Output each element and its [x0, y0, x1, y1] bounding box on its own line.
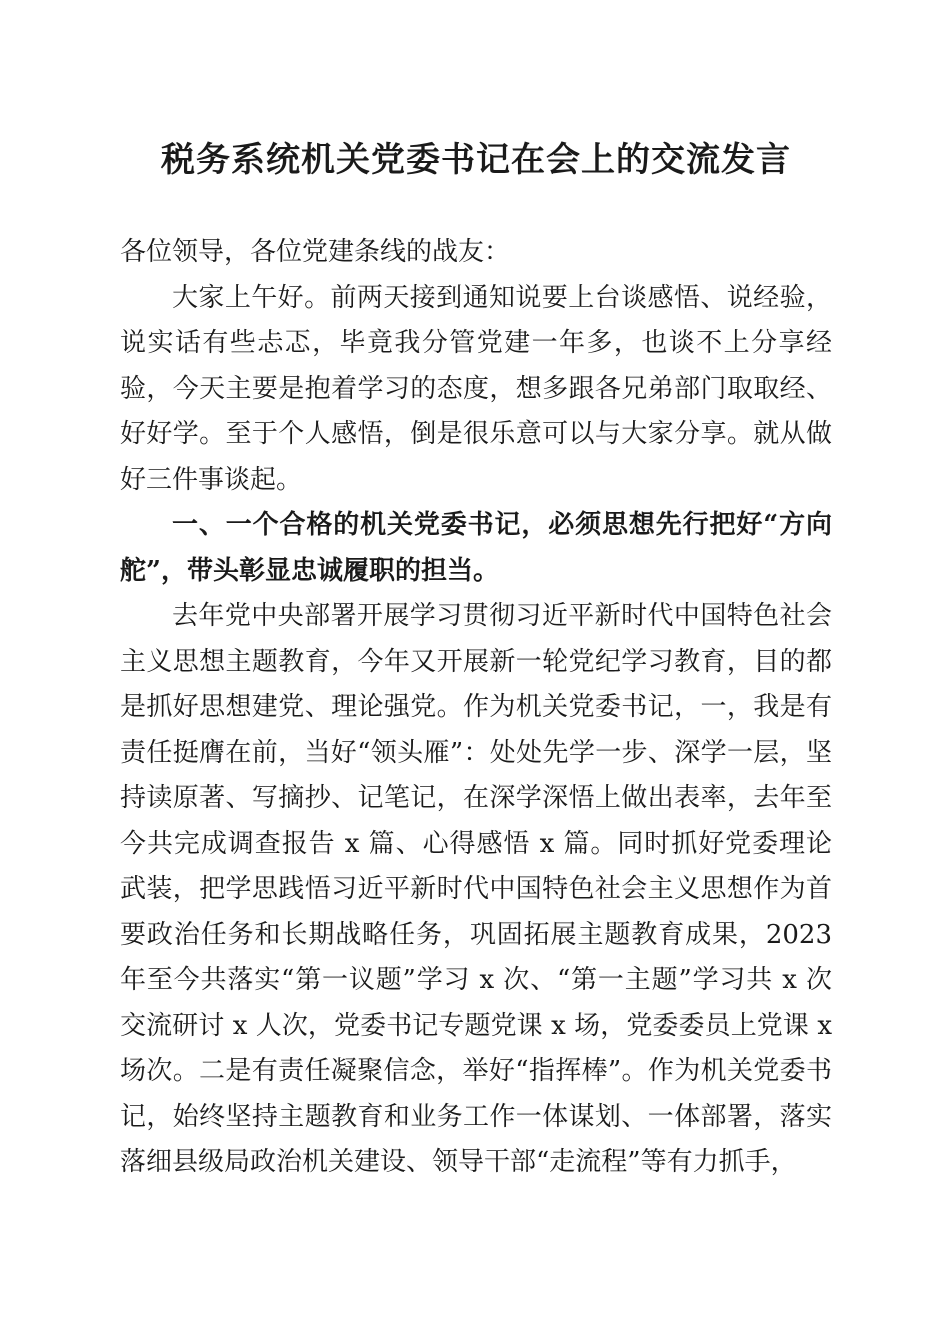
- document-body: [120, 230, 832, 1186]
- section-heading: 一、一个合格的机关党委书记，必须思想先行把好“方向舵”，带头彰显忠诚履职的担当。: [120, 510, 832, 586]
- salutation: 各位领导，各位党建条线的战友：: [120, 237, 511, 267]
- document-title: 税务系统机关党委书记在会上的交流发言: [161, 140, 791, 180]
- document-page: [120, 130, 832, 1186]
- opening-paragraph: 大家上午好。前两天接到通知说要上台谈感悟、说经验，说实话有些忐忑，毕竟我分管党建一年多，也谈不上分享经验，今天主要是抱着学习的态度，想多跟各兄弟部门取取经、好好学。至于个人感悟，倒是很乐意可以与大家分享。就从做好三件事谈起。: [120, 282, 832, 495]
- section-paragraph: 去年党中央部署开展学习贯彻习近平新时代中国特色社会主义思想主题教育，今年又开展新一轮党纪学习教育，目的都是抓好思想建党、理论强党。作为机关党委书记，一，我是有责任挺膺在前，当好“领头雁”：处处先学一步、深学一层，坚持读原著、写摘抄、记笔记，在深学深悟上做出表率，去年至今共完成调查报告 x 篇、心得感悟 x 篇。同时抓好党委理论武装，把学思践悟习近平新时代中国特色社会主义思想作为首要政治任务和长期战略任务，巩固拓展主题教育成果，2023 年至今共落实“第一议题”学习 x 次、“第一主题”学习共 x 次交流研讨 x 人次，党委书记专题党课 x 场，党委委员上党课 x 场次。二是有责任凝聚信念，举好“指挥棒”。作为机关党委书记，始终坚持主题教育和业务工作一体谋划、一体部署，落实落细县级局政治机关建设、领导干部“走流程”等有力抓手，: [120, 601, 832, 1177]
